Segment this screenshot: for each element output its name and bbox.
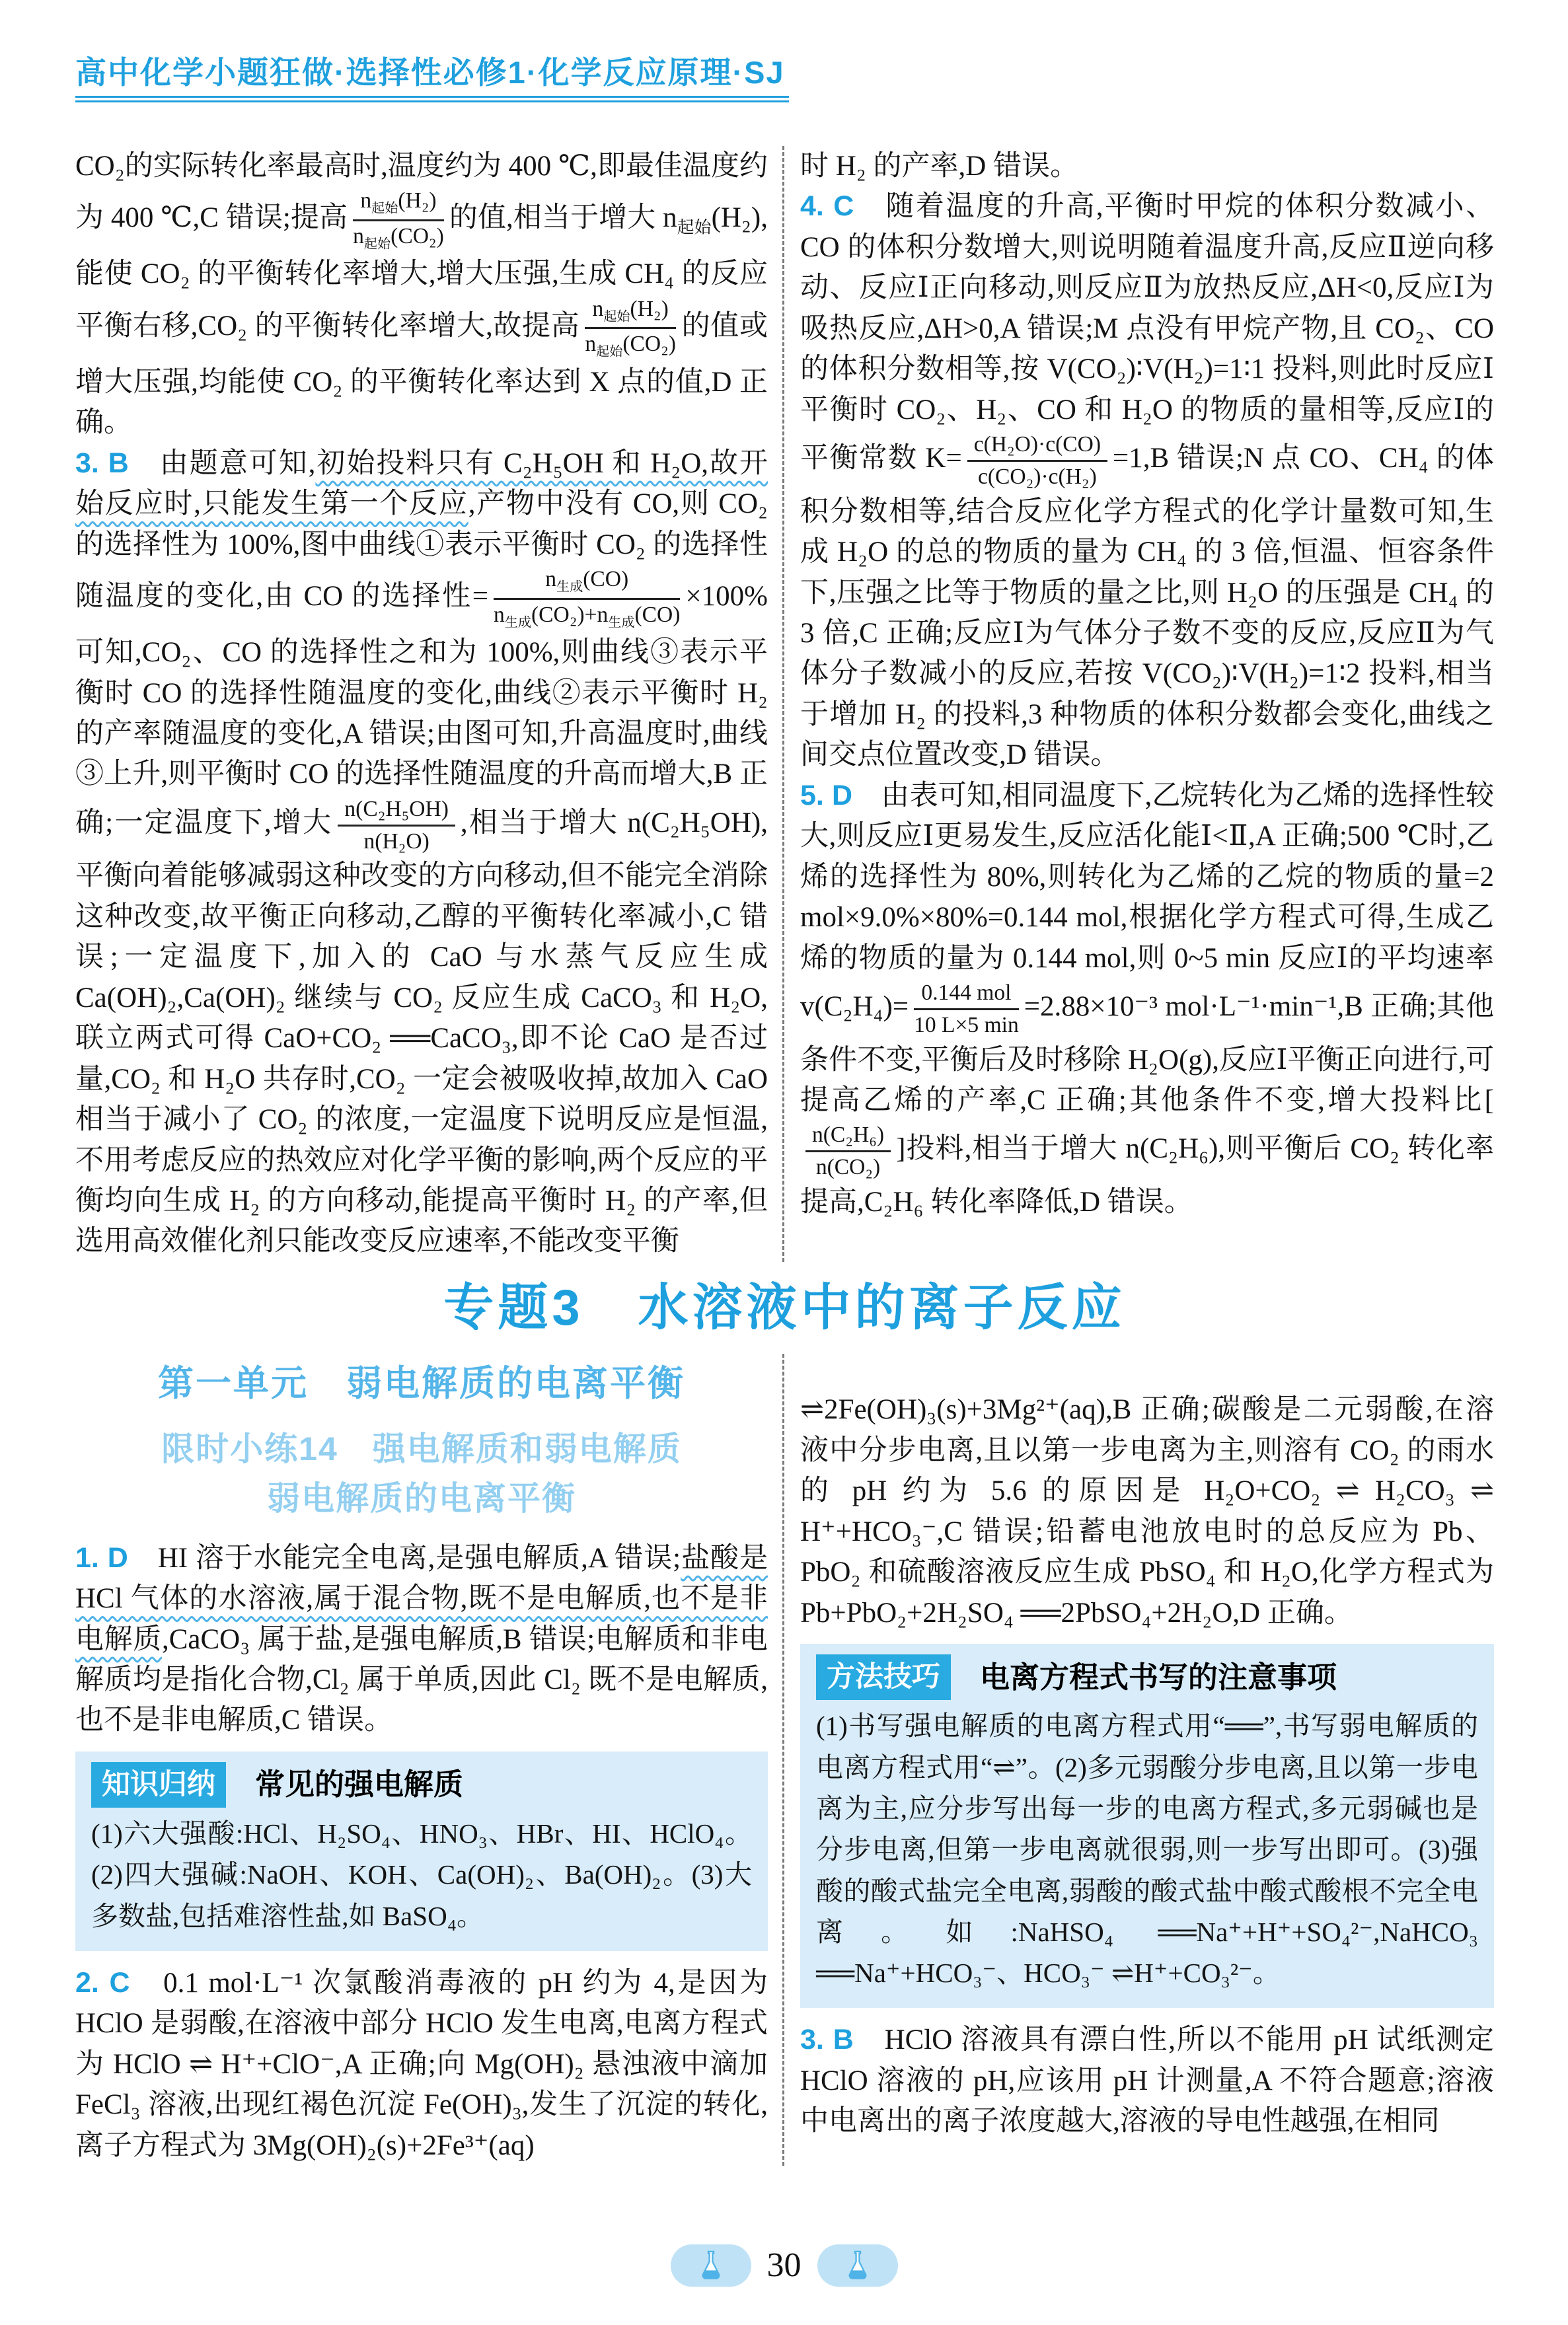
fraction-denominator [585,329,676,360]
callout-title: 电离方程式书写的注意事项 [980,1660,1337,1694]
fraction-numerator [967,431,1107,462]
text-run: 时 H₂ 的产率,D 错误。 [800,151,1079,182]
text-run: n [545,567,556,592]
drill-title [75,1424,768,1524]
footer-right-pill [817,2244,898,2287]
text-run: (1)六大强酸:HCl、H₂SO₄、HNO₃、HBr、HI、HClO₄。(2)四大强碱:NaOH、KOH、Ca(OH)₂、Ba(OH)₂。(3)大多数盐,包括难溶性盐,如 BaSO₄。 [91,1818,752,1931]
callout-badge: 知识归纳 [91,1762,226,1808]
text-run: n(C₂H₆) [812,1123,885,1148]
callout-body [816,1705,1478,1993]
text-run: (H₂) [630,296,669,321]
fraction-denominator [338,827,455,855]
answer-number: 3. B [800,2024,854,2056]
footer-left-pill [671,2244,751,2287]
text-run: n [592,296,604,321]
text-run: CO₂的实际转化率最高时,温度约为 400 ℃,即最佳温度约为 400 ℃,C 错误;提高 [75,151,768,234]
subscript: 起始 [596,344,623,359]
fraction-numerator [914,980,1019,1010]
fraction [494,566,680,631]
fraction [353,188,444,252]
text-run: (H₂) [398,188,437,213]
page-header [75,57,789,102]
text-run: (H₂),能使 CO₂ 的平衡转化率增大,增大压强,生成 CH₄ 的反应平衡右移,CO₂ 的平衡转化率增大,故提高 [75,202,768,342]
answer-number: 1. D [75,1541,128,1574]
subscript: 生成 [608,615,635,630]
header-title: 高中化学小题狂做·选择性必修1·化学反应原理·SJ [75,55,785,90]
fraction-denominator [967,462,1107,490]
left-column-top [75,146,768,1262]
text-run: n [493,602,505,627]
text-run: (CO₂) [391,223,444,248]
callout-body [91,1813,752,1937]
subscript: 起始 [677,217,712,237]
text-run: ,相当于增大 n(C₂H₅OH),平衡向着能够减弱这种改变的方向移动,但不能完全消除这种改变,故平衡正向移动,乙醇的平衡转化率减小,C 错误;一定温度下,加入的 CaO 与水蒸气反应生成 Ca(OH)₂,Ca(OH)₂ 继续与 CO₂ 反应生成 CaCO₃ 和 H₂O,联立两式可得 CaO+CO₂ ══CaCO₃,即不论 CaO 是否过量,CO₂ 和 H₂O 共存时,CO₂ 一定会被吸收掉,故加入 CaO 相当于减小了 CO₂ 的浓度,一定温度下说明反应是恒温,不用考虑反应的热效应对化学平衡的影响,两个反应的平衡均向生成 H₂ 的方向移动,能提高平衡时 H₂ 的产率,但选用高效催化剂只能改变反应速率,不能改变平衡 [75,807,768,1257]
flask-icon [694,2248,728,2283]
text-run: c(CO₂)·c(H₂) [977,464,1097,489]
text-run: 的值或增大压强,均能使 CO₂ 的平衡转化率达到 X 点的值,D 正确。 [75,310,768,439]
text-run: 随着温度的升高,平衡时甲烷的体积分数减小、CO 的体积分数增大,则说明随着温度升高,反应Ⅱ逆向移动、反应Ⅰ正向移动,则反应Ⅱ为放热反应,ΔH<0,反应Ⅰ为吸热反应,ΔH>0,A 错误;M 点没有甲烷产物,且 CO₂、CO 的体积分数相等,按 V(CO₂)∶V(H₂)=1∶1 投料,则此时反应Ⅰ平衡时 CO₂、H₂、CO 和 H₂O 的物质的量相等,反应Ⅰ的平衡常数 K= [800,191,1494,474]
right-column-bottom [800,1354,1494,2166]
answer-number: 4. C [800,190,854,223]
text-run: (CO) [583,567,629,592]
callout-box-header [816,1654,1478,1700]
paragraph [75,1963,768,2166]
drill-title-line1: 限时小练14 强电解质和弱电解质 [161,1430,682,1467]
fraction-denominator [494,600,680,631]
right-column-top [800,146,1494,1262]
callout-badge: 方法技巧 [816,1654,951,1700]
subscript: 起始 [363,237,391,252]
text-run: (CO) [634,602,681,627]
knowledge-summary-box [75,1752,768,1951]
paragraph [800,2020,1494,2141]
text-run: c(H₂O)·c(CO) [973,432,1101,457]
text-run: (CO₂) [622,332,676,357]
text-run: ×100%可知,CO₂、CO 的选择性之和为 100%,则曲线③表示平衡时 CO 的选择性随温度的变化,曲线②表示平衡时 H₂ 的产率随温度的变化,A 错误;由图可知,升高温度时,曲线③上升,则平衡时 CO 的选择性随温度的升高而增大,B 正确;一定温度下,增大 [75,580,768,838]
text-run: =2.88×10⁻³ mol·L⁻¹·min⁻¹,B 正确;其他条件不变,平衡后及时移除 H₂O(g),反应Ⅰ平衡正向进行,可提高乙烯的产率,C 正确;其他条件不变,增大投料比[ [800,991,1494,1116]
fraction-numerator [338,796,455,827]
text-run: 0.144 mol [921,980,1012,1006]
subscript: 生成 [556,579,583,595]
text-run: ]投料,相当于增大 n(C₂H₆),则平衡后 CO₂ 转化率提高,C₂H₆ 转化率降低,D 错误。 [800,1133,1494,1218]
wavy-underline-text: 初始投料只有 C₂H₅OH 和 H₂O,故开始反应时,只能发生第一个反应 [75,447,768,520]
text-run: ,CaCO₃ 属于盐,是强电解质,B 错误;电解质和非电解质均是指化合物,Cl₂ 属于单质,因此 Cl₂ 既不是电解质,也不是非电解质,C 错误。 [75,1623,768,1736]
top-columns [75,146,1494,1262]
wavy-underline-text: 盐酸是 HCl 气体的水溶液,属于混合物,既不是电解质,也不是非电解质 [75,1542,768,1655]
text-run: n [585,332,597,357]
fraction [338,796,455,854]
flask-icon [840,2248,875,2283]
text-run: n(H₂O) [363,829,429,854]
bottom-columns [75,1354,1494,2166]
callout-title: 常见的强电解质 [255,1767,464,1802]
fraction [914,980,1019,1038]
answer-number: 2. C [75,1966,130,1999]
section-title: 专题3 水溶液中的离子反应 [443,1279,1126,1336]
text-run: 10 L×5 min [914,1012,1019,1037]
method-tips-box [800,1644,1494,2008]
fraction-numerator [494,566,680,599]
page-footer [0,2244,1568,2287]
fraction-numerator [353,188,444,221]
text-run: n [353,223,364,248]
text-run: n(C₂H₅OH) [344,796,449,821]
fraction-numerator [585,296,676,329]
text-run: (1)书写强电解质的电离方程式用“══”,书写弱电解质的电离方程式用“⇌”。(2)多元弱酸分步电离,且以第一步电离为主,应分步写出每一步的电离方程式,多元弱碱也是分步电离,但第一步电离就很弱,则一步写出即可。(3)强酸的酸式盐完全电离,弱酸的酸式盐中酸式酸根不完全电离。如:NaHSO₄ ══Na⁺+H⁺+SO₄²⁻,NaHCO₃ ══Na⁺+HCO₃⁻、HCO₃⁻ ⇌H⁺+CO₃²⁻。 [816,1711,1478,1989]
fraction-denominator [353,221,444,252]
page-number: 30 [766,2246,802,2284]
fraction [805,1122,891,1180]
text-run: n [360,188,372,213]
fraction [967,431,1107,490]
text-run: 由表可知,相同温度下,乙烷转化为乙烯的选择性较大,则反应Ⅰ更易发生,反应活化能Ⅰ<Ⅱ,A 正确;500 ℃时,乙烯的选择性为 80%,则转化为乙烯的乙烷的物质的量=2 mol×9.0%×80%=0.144 mol,根据化学方程式可得,生成乙烯的物质的量为 0.144 mol,则 0~5 min 反应Ⅰ的平均速率 v(C₂H₄)= [800,780,1494,1023]
text-run: n(CO₂) [815,1155,881,1180]
paragraph [75,443,768,1262]
fraction [585,296,676,361]
text-run: HI 溶于水能完全电离,是强电解质,A 错误; [128,1542,681,1574]
paragraph [800,1389,1494,1633]
paragraph [800,146,1494,186]
callout-box-header [91,1762,752,1808]
column-divider [782,1354,784,2166]
left-column-bottom [75,1354,768,2166]
answer-number: 3. B [75,447,129,479]
text-run: =1,B 错误;N 点 CO、CH₄ 的体积分数相等,结合反应化学方程式的化学计量数可知,生成 H₂O 的总的物质的量为 CH₄ 的 3 倍,恒温、恒容条件下,压强之比等于物质的量之比,则 H₂O 的压强是 CH₄ 的 3 倍,C 正确;反应Ⅰ为气体分子数不变的反应,反应Ⅱ为气体分子数减小的反应,若按 V(CO₂)∶V(H₂)=1∶2 投料,相当于增加 H₂ 的投料,3 种物质的体积分数都会变化,曲线之间交点位置改变,D 错误。 [800,443,1494,771]
fraction-denominator [914,1010,1019,1039]
paragraph [800,776,1494,1222]
column-divider [782,146,784,1262]
text-run: 的值,相当于增大 n [449,202,677,234]
drill-title-line2: 弱电解质的电离平衡 [267,1479,576,1517]
subscript: 起始 [603,309,630,324]
subscript: 生成 [504,615,531,630]
paragraph [75,1538,768,1741]
fraction-denominator [805,1152,891,1181]
text-run: HClO 溶液具有漂白性,所以不能用 pH 试纸测定 HClO 溶液的 pH,应该用 pH 计测量,A 不符合题意;溶液中电离出的离子浓度越大,溶液的导电性越强,在相同 [800,2024,1494,2137]
text-run: (CO₂)+n [531,602,609,627]
paragraph [75,146,768,443]
unit-title: 第一单元 弱电解质的电离平衡 [158,1364,685,1404]
text-run: ,产物中没有 CO,则 CO₂ 的选择性为 100%,图中曲线①表示平衡时 CO₂ 的选择性随温度的变化,由 CO 的选择性= [75,488,768,612]
left-bottom-content [75,1538,768,2166]
text-run: 0.1 mol·L⁻¹ 次氯酸消毒液的 pH 约为 4,是因为 HClO 是弱酸,在溶液中部分 HClO 发生电离,电离方程式为 HClO ⇌ H⁺+ClO⁻,A 正确;向 Mg(OH)₂ 悬浊液中滴加 FeCl₃ 溶液,出现红褐色沉淀 Fe(OH)₃,发生了沉淀的转化,离子方程式为 3Mg(OH)₂(s)+2Fe³⁺(aq) [75,1967,768,2161]
paragraph [800,186,1494,775]
answer-number: 5. D [800,779,853,811]
subscript: 起始 [371,202,398,217]
fraction-numerator [805,1122,891,1152]
text-run: ⇌2Fe(OH)₃(s)+3Mg²⁺(aq),B 正确;碳酸是二元弱酸,在溶液中分步电离,且以第一步电离为主,则溶有 CO₂ 的雨水的 pH 约为 5.6 的原因是 H₂O+CO₂ ⇌ H₂CO₃ ⇌ H⁺+HCO₃⁻,C 错误;铅蓄电池放电时的总反应为 Pb、PbO₂ 和硫酸溶液反应生成 PbSO₄ 和 H₂O,化学方程式为 Pb+PbO₂+2H₂SO₄ ══2PbSO₄+2H₂O,D 正确。 [800,1394,1494,1629]
text-run: 由题意可知, [128,447,316,479]
